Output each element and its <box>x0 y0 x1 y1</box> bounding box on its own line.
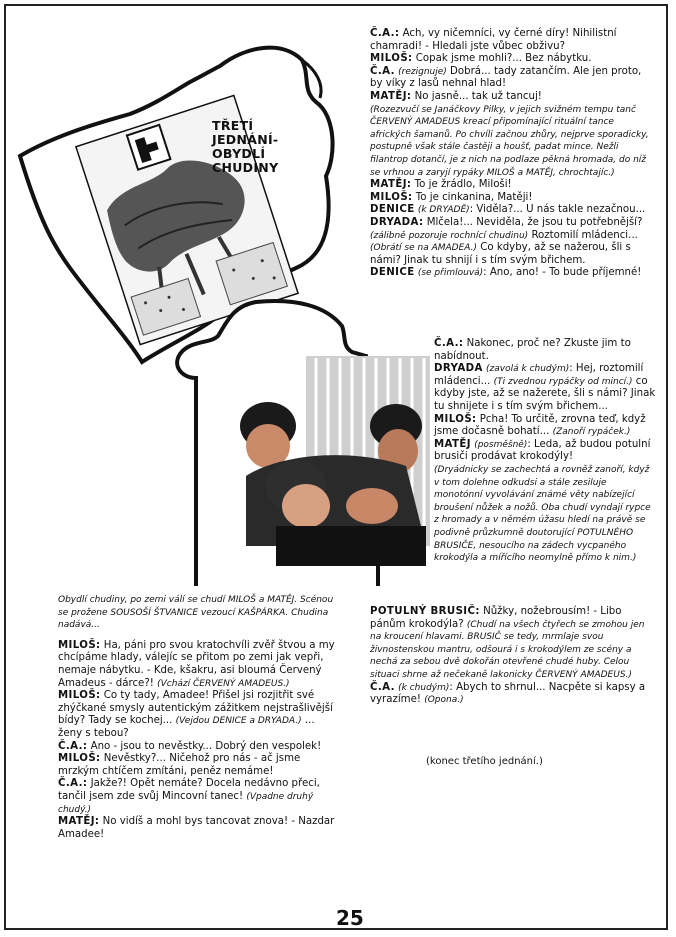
stage-direction: (Dryádnicky se zachechtá a rovněž zanoří, když v tom dolehne odkudsi a stále zesiluje monotónní vyvolávání známé věty nabízející broušení nůžek a nožů. Oba chudí vyndají rypce z hromady a v němém úžasu hledí na právě se podivně průzkumně doutorující POTULNÉHO BRUSIČE, nesoucího na zádech vycpaného krokodýla a mířícího neomylně přímo k nim.) <box>434 464 651 564</box>
left-column <box>58 594 338 841</box>
title-line: TŘETÍ <box>212 118 254 133</box>
dialogue-line: MILOŠ: To je cinkanina, Matěji! <box>370 191 533 203</box>
stage-direction: Obydlí chudiny, po zemi válí se chudí MILOŠ a MATĚJ. Scénou se prožene SOUSOŠÍ ŠTVANICE vezoucí KAŠPÁRKA. Chudina nadává... <box>58 595 334 631</box>
dialogue-line: MATĚJ (posměšně): Leda, až budou potulní brusiči prodávat krokodýly! <box>434 438 651 463</box>
title-line: CHUDINY <box>212 160 279 175</box>
dialogue-line: DRYADA: Mlčela!... Neviděla, že jsou tu potřebnější? (zálibně pozoruje rochnící chudinu) Roztomilí mládenci... (Obrátí se na AMADEA.) Co kdyby, až se nažerou, šli s námi? Jinak tu shnijí i s tím svým břichem. <box>370 216 643 266</box>
dialogue-line: MILOŠ: Copak jsme mohli?... Bez nábytku. <box>370 53 592 65</box>
dialogue-line: MILOŠ: Ha, páni pro svou kratochvíli zvěř štvou a my chcípáme hlady, válejíc se přitom po zemi jak vepři, nemaje nábytku. - Kde, kšakru, asi bloumá Červený Amadeus - dárce?! (Vchází ČERVENÝ AMADEUS.) <box>58 639 335 689</box>
dialogue-line: MILOŠ: Nevěstky?... Ničehož pro nás - ač jsme mrzkým chtíčem zmítáni, peněz nemáme! <box>58 753 301 777</box>
right-column-lower <box>370 606 652 707</box>
act-title <box>212 119 322 175</box>
dialogue-line: POTULNÝ BRUSIČ: Nůžky, nožebrousím! - Libo pánům krokodýla? (Chudí na všech čtyřech se zmohou jen na kroucení hlavami. BRUSIČ se tedy, mrmlaje svou živnostenskou mantru, odšourá i s krokodýlem ze scény a nechá za sebou dvě dokořán otevřené chudé huby. Celou situaci shrne až nečekaně lakonicky ČERVENÝ AMADEUS.) <box>370 606 645 680</box>
dialogue-line: Č.A.: Nakonec, proč ne? Zkuste jim to nabídnout. <box>434 338 631 362</box>
dialogue-line: MILOŠ: Co ty tady, Amadee! Přišel jsi rozjitřit své zhýčkané smysly autentickým zážitkem nejstrašlivější bídy? Tady se kochej... (Vejdou DENICE a DRYADA.) ... ženy s tebou? <box>58 690 333 739</box>
dialogue-line: Č.A. (rezignuje) Dobrá... tady zatančím. Ale jen proto, by víky z lasů nehnal hlad! <box>370 65 642 90</box>
right-column-upper <box>370 28 650 280</box>
page-number: 25 <box>336 906 364 930</box>
dialogue-line: Č.A.: Ano - jsou to nevěstky... Dobrý den vespolek! <box>58 740 322 752</box>
page <box>4 4 668 930</box>
dialogue-line: DRYADA (zavolá k chudým): Hej, roztomilí mládenci... (Ti zvednou rypáčky od mincí.) co kdyby jste, až se nažerete, šli s námi? Jinak tu shnijete i s tím svým břichem... <box>434 363 656 412</box>
title-line: JEDNÁNÍ- <box>212 132 279 147</box>
dialogue-line: MILOŠ: Pcha! To určitě, zrovna teď, když jsme dočasně bohatí... (Zanoří rypáček.) <box>434 413 646 438</box>
dialogue-line: MATĚJ: No jasně... tak už tancuj! <box>370 90 542 102</box>
act-ending-note: (konec třetího jednání.) <box>426 756 543 767</box>
dialogue-line: MATĚJ: To je žrádlo, Miloši! <box>370 179 512 191</box>
stage-direction: (Rozezvučí se Janáčkovy Pilky, v jejich svižném tempu tanč ČERVENÝ AMADEUS kreací připomínající rituální tance afrických šamanů. Po chvíli začnou zhůry, nejprve sporadicky, postupně však stále častěji a houšť, padat mince. Nežli filantrop dotančí, je z nich na podlaze pěkná hromada, do níž se vrhnou a zaryjí rypáky MILOŠ a MATĚJ, chrochtajíc.) <box>370 104 649 178</box>
title-line: OBYDLÍ <box>212 146 266 161</box>
dialogue-line: DENICE (se přimlouvá): Ano, ano! - To bude příjemné! <box>370 267 642 279</box>
dialogue-line: MATĚJ: No vidíš a mohl bys tancovat znova! - Nazdar Amadee! <box>58 816 335 840</box>
dialogue-line: Č.A.: Jakže?! Opět nemáte? Docela nedávno přeci, tančil jsem zde svůj Mincovní tanec! (Vpadne druhý chudý.) <box>58 778 320 815</box>
dialogue-line: Č.A.: Ach, vy ničemníci, vy černé díry! Nihilistní chamradi! - Hledali jste vůbec obživu? <box>370 28 617 52</box>
right-column-narrow <box>434 338 656 565</box>
dialogue-line: Č.A. (k chudým): Abych to shrnul... Nacpěte si kapsy a vyrazíme! (Opona.) <box>370 681 646 706</box>
dialogue-line: DENICE (k DRYADĚ): Viděla?... U nás takle nezačnou... <box>370 204 646 216</box>
